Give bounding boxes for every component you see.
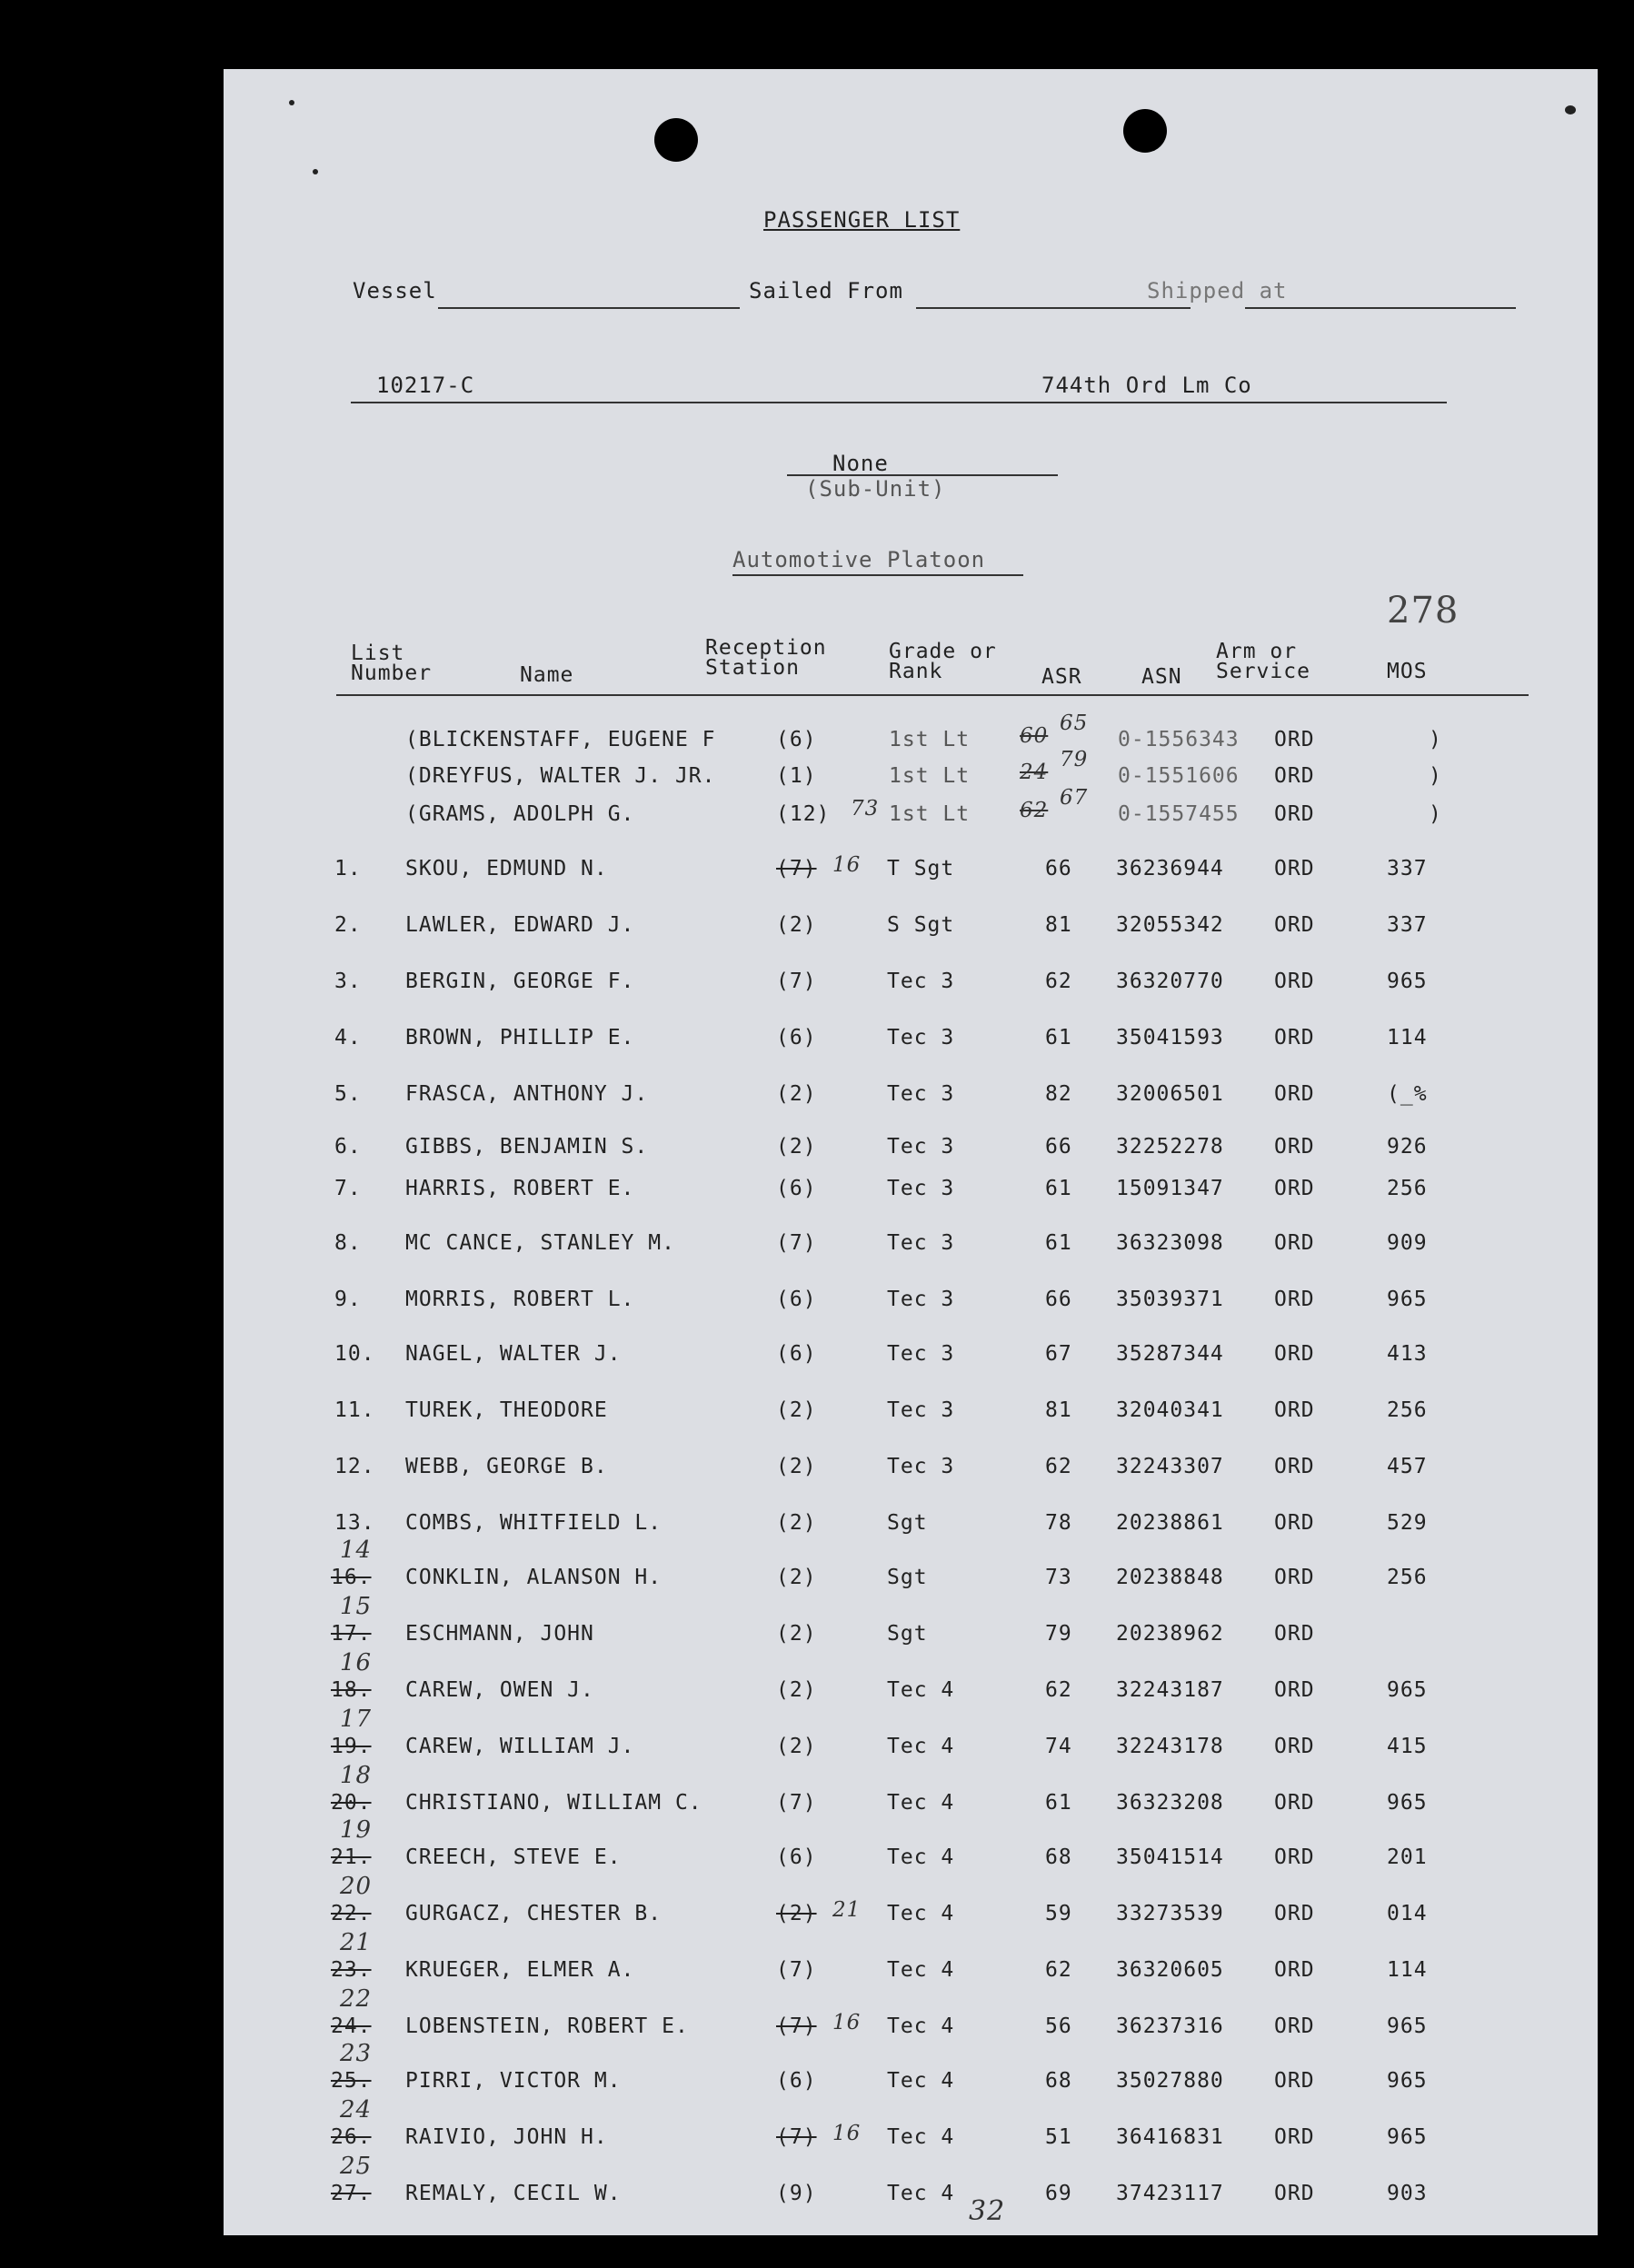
arm: ORD bbox=[1274, 1231, 1315, 1255]
asn: 36323098 bbox=[1116, 1231, 1224, 1255]
grade: Tec 4 bbox=[887, 1958, 955, 1982]
list-number-note: 18 bbox=[340, 1762, 373, 1789]
soldier-name: CAREW, OWEN J. bbox=[405, 1678, 594, 1702]
asn: 32243307 bbox=[1116, 1455, 1224, 1478]
reception-station: (7) bbox=[776, 1958, 817, 1982]
reception-station: (6) bbox=[776, 1288, 817, 1311]
asr: 81 bbox=[1045, 913, 1072, 937]
grade: Tec 3 bbox=[887, 1231, 955, 1255]
asn: 35041593 bbox=[1116, 1026, 1224, 1049]
sub-unit-value: None bbox=[832, 451, 889, 476]
officer-name: (BLICKENSTAFF, EUGENE F bbox=[405, 728, 716, 751]
grade: Tec 4 bbox=[887, 1791, 955, 1815]
arm: ORD bbox=[1274, 1455, 1315, 1478]
grade: Tec 3 bbox=[887, 1082, 955, 1106]
asn: 37423117 bbox=[1116, 2182, 1224, 2205]
arm: ORD bbox=[1274, 802, 1315, 826]
arm: ORD bbox=[1274, 1678, 1315, 1702]
mos: ) bbox=[1429, 802, 1442, 826]
speck bbox=[289, 100, 294, 105]
arm: ORD bbox=[1274, 2014, 1315, 2038]
category: Automotive Platoon bbox=[732, 547, 986, 572]
grade: 1st Lt bbox=[889, 728, 971, 751]
soldier-name: SKOU, EDMUND N. bbox=[405, 857, 608, 880]
shipment-line bbox=[351, 402, 1447, 403]
asr: 51 bbox=[1045, 2125, 1072, 2149]
arm: ORD bbox=[1274, 1342, 1315, 1366]
mos: 965 bbox=[1387, 970, 1428, 993]
arm: ORD bbox=[1274, 1566, 1315, 1589]
col-grade: Grade or Rank bbox=[889, 640, 997, 683]
asr: 65 bbox=[1060, 711, 1089, 735]
col-reception: Reception Station bbox=[705, 636, 827, 680]
arm: ORD bbox=[1274, 857, 1315, 880]
grade: Tec 4 bbox=[887, 1845, 955, 1869]
col-asr: ASR bbox=[1041, 665, 1082, 689]
asr: 73 bbox=[1045, 1566, 1072, 1589]
asn: 0-1557455 bbox=[1118, 802, 1240, 826]
list-number: 25. bbox=[331, 2069, 372, 2093]
mos: 201 bbox=[1387, 1845, 1428, 1869]
page-number: 278 bbox=[1387, 590, 1460, 632]
mos: 529 bbox=[1387, 1511, 1428, 1535]
asr: 56 bbox=[1045, 2014, 1072, 2038]
grade: Tec 3 bbox=[887, 1455, 955, 1478]
grade: Tec 4 bbox=[887, 2014, 955, 2038]
destination-line bbox=[1245, 307, 1516, 309]
grade: Tec 4 bbox=[887, 2125, 955, 2149]
grade: Tec 4 bbox=[887, 1902, 955, 1925]
soldier-name: CREECH, STEVE E. bbox=[405, 1845, 622, 1869]
mos: (_% bbox=[1387, 1082, 1428, 1106]
mos: 457 bbox=[1387, 1455, 1428, 1478]
arm: ORD bbox=[1274, 1958, 1315, 1982]
asn: 0-1556343 bbox=[1118, 728, 1240, 751]
soldier-name: GURGACZ, CHESTER B. bbox=[405, 1902, 663, 1925]
list-number-note: 21 bbox=[340, 1929, 373, 1956]
soldier-name: GIBBS, BENJAMIN S. bbox=[405, 1135, 649, 1159]
list-number: 8. bbox=[334, 1231, 362, 1255]
mos: 965 bbox=[1387, 2014, 1428, 2038]
soldier-name: LOBENSTEIN, ROBERT E. bbox=[405, 2014, 689, 2038]
asr: 61 bbox=[1045, 1177, 1072, 1200]
grade: T Sgt bbox=[887, 857, 955, 880]
reception-station: (2) bbox=[776, 1902, 817, 1925]
reception-station: (6) bbox=[776, 1342, 817, 1366]
footer-note: 32 bbox=[969, 2195, 1006, 2227]
asn: 36236944 bbox=[1116, 857, 1224, 880]
reception-station: (7) bbox=[776, 1791, 817, 1815]
reception-station: (7) bbox=[776, 970, 817, 993]
passenger-list-page bbox=[224, 69, 1598, 2235]
list-number: 19. bbox=[331, 1735, 372, 1758]
asr: 69 bbox=[1045, 2182, 1072, 2205]
reception-station: (6) bbox=[776, 2069, 817, 2093]
list-number: 18. bbox=[331, 1678, 372, 1702]
arm: ORD bbox=[1274, 1845, 1315, 1869]
asr: 62 bbox=[1045, 970, 1072, 993]
asn: 35287344 bbox=[1116, 1342, 1224, 1366]
asr: 79 bbox=[1060, 748, 1089, 771]
station-note: 73 bbox=[851, 797, 880, 821]
asr: 68 bbox=[1045, 1845, 1072, 1869]
reception-station: (6) bbox=[776, 1177, 817, 1200]
asn: 36320605 bbox=[1116, 1958, 1224, 1982]
mos: 415 bbox=[1387, 1735, 1428, 1758]
list-number: 16. bbox=[331, 1566, 372, 1589]
reception-station: (7) bbox=[776, 857, 817, 880]
asn: 35039371 bbox=[1116, 1288, 1224, 1311]
soldier-name: COMBS, WHITFIELD L. bbox=[405, 1511, 663, 1535]
arm: ORD bbox=[1274, 913, 1315, 937]
list-number: 13. bbox=[334, 1511, 375, 1535]
asr: 62 bbox=[1045, 1678, 1072, 1702]
list-number-note: 22 bbox=[340, 1985, 373, 2013]
soldier-name: BERGIN, GEORGE F. bbox=[405, 970, 635, 993]
grade: Tec 3 bbox=[887, 970, 955, 993]
shipment-number: 10217-C bbox=[376, 373, 475, 398]
asr: 68 bbox=[1045, 2069, 1072, 2093]
asn: 15091347 bbox=[1116, 1177, 1224, 1200]
list-number: 24. bbox=[331, 2014, 372, 2038]
asr-note: 24 bbox=[1020, 761, 1049, 784]
grade: Sgt bbox=[887, 1566, 928, 1589]
arm: ORD bbox=[1274, 1398, 1315, 1422]
list-number: 26. bbox=[331, 2125, 372, 2149]
vessel-label: Vessel bbox=[353, 278, 437, 303]
arm: ORD bbox=[1274, 970, 1315, 993]
arm: ORD bbox=[1274, 2125, 1315, 2149]
grade: Tec 4 bbox=[887, 1735, 955, 1758]
reception-station: (2) bbox=[776, 1398, 817, 1422]
mos: ) bbox=[1429, 764, 1442, 788]
grade: Sgt bbox=[887, 1511, 928, 1535]
asr: 67 bbox=[1045, 1342, 1072, 1366]
mos: 965 bbox=[1387, 2069, 1428, 2093]
soldier-name: REMALY, CECIL W. bbox=[405, 2182, 622, 2205]
asn: 32243178 bbox=[1116, 1735, 1224, 1758]
asn: 20238962 bbox=[1116, 1622, 1224, 1646]
reception-station: (2) bbox=[776, 1455, 817, 1478]
soldier-name: CHRISTIANO, WILLIAM C. bbox=[405, 1791, 702, 1815]
arm: ORD bbox=[1274, 764, 1315, 788]
list-number: 1. bbox=[334, 857, 362, 880]
punch-hole-right bbox=[1123, 109, 1167, 153]
list-number-note: 23 bbox=[340, 2040, 373, 2067]
station-note: 16 bbox=[832, 853, 862, 877]
arm: ORD bbox=[1274, 1902, 1315, 1925]
grade: Tec 3 bbox=[887, 1177, 955, 1200]
asr: 62 bbox=[1045, 1455, 1072, 1478]
soldier-name: CAREW, WILLIAM J. bbox=[405, 1735, 635, 1758]
soldier-name: MORRIS, ROBERT L. bbox=[405, 1288, 635, 1311]
destination-label: Shipped at bbox=[1147, 278, 1288, 303]
asr-note: 62 bbox=[1020, 799, 1049, 822]
asr: 61 bbox=[1045, 1791, 1072, 1815]
reception-station: (2) bbox=[776, 1735, 817, 1758]
soldier-name: HARRIS, ROBERT E. bbox=[405, 1177, 635, 1200]
asn: 36320770 bbox=[1116, 970, 1224, 993]
asn: 32006501 bbox=[1116, 1082, 1224, 1106]
asr: 61 bbox=[1045, 1231, 1072, 1255]
soldier-name: NAGEL, WALTER J. bbox=[405, 1342, 622, 1366]
list-number-note: 24 bbox=[340, 2096, 373, 2124]
soldier-name: ESCHMANN, JOHN bbox=[405, 1622, 594, 1646]
punch-hole-left bbox=[654, 118, 698, 162]
officer-name: (DREYFUS, WALTER J. JR. bbox=[405, 764, 716, 788]
asr: 78 bbox=[1045, 1511, 1072, 1535]
col-name: Name bbox=[520, 663, 574, 687]
asr: 67 bbox=[1060, 786, 1089, 810]
reception-station: (9) bbox=[776, 2182, 817, 2205]
soldier-name: RAIVIO, JOHN H. bbox=[405, 2125, 608, 2149]
station-note: 16 bbox=[832, 2122, 862, 2145]
grade: Tec 3 bbox=[887, 1342, 955, 1366]
grade: S Sgt bbox=[887, 913, 955, 937]
reception-station: (2) bbox=[776, 1511, 817, 1535]
reception-station: (2) bbox=[776, 1678, 817, 1702]
asr: 62 bbox=[1045, 1958, 1072, 1982]
asn: 35041514 bbox=[1116, 1845, 1224, 1869]
list-number: 22. bbox=[331, 1902, 372, 1925]
header-rule bbox=[336, 694, 1529, 696]
list-number: 17. bbox=[331, 1622, 372, 1646]
mos: 926 bbox=[1387, 1135, 1428, 1159]
list-number-note: 15 bbox=[340, 1593, 373, 1620]
asr: 66 bbox=[1045, 857, 1072, 880]
sub-unit-label: (Sub-Unit) bbox=[805, 476, 946, 502]
mos: 256 bbox=[1387, 1177, 1428, 1200]
asn: 36323208 bbox=[1116, 1791, 1224, 1815]
list-number: 11. bbox=[334, 1398, 375, 1422]
list-number: 5. bbox=[334, 1082, 362, 1106]
asr: 61 bbox=[1045, 1026, 1072, 1049]
mos: 256 bbox=[1387, 1398, 1428, 1422]
reception-station: (7) bbox=[776, 2014, 817, 2038]
reception-station: (2) bbox=[776, 913, 817, 937]
mos: 965 bbox=[1387, 2125, 1428, 2149]
grade: Tec 4 bbox=[887, 2069, 955, 2093]
grade: Sgt bbox=[887, 1622, 928, 1646]
col-mos: MOS bbox=[1387, 660, 1428, 683]
asr: 82 bbox=[1045, 1082, 1072, 1106]
arm: ORD bbox=[1274, 1177, 1315, 1200]
mos: 965 bbox=[1387, 1791, 1428, 1815]
mos: 014 bbox=[1387, 1902, 1428, 1925]
asn: 35027880 bbox=[1116, 2069, 1224, 2093]
list-number-note: 19 bbox=[340, 1816, 373, 1844]
reception-station: (7) bbox=[776, 2125, 817, 2149]
list-number-note: 16 bbox=[340, 1649, 373, 1676]
speck bbox=[313, 169, 318, 174]
grade: Tec 4 bbox=[887, 2182, 955, 2205]
list-number: 4. bbox=[334, 1026, 362, 1049]
reception-station: (1) bbox=[776, 764, 817, 788]
arm: ORD bbox=[1274, 1791, 1315, 1815]
reception-station: (2) bbox=[776, 1135, 817, 1159]
arm: ORD bbox=[1274, 1135, 1315, 1159]
asr: 79 bbox=[1045, 1622, 1072, 1646]
arm: ORD bbox=[1274, 2182, 1315, 2205]
list-number: 7. bbox=[334, 1177, 362, 1200]
sailed-from-label: Sailed From bbox=[749, 278, 903, 303]
reception-station: (7) bbox=[776, 1231, 817, 1255]
arm: ORD bbox=[1274, 2069, 1315, 2093]
list-number: 27. bbox=[331, 2182, 372, 2205]
speck bbox=[1565, 105, 1576, 114]
sailed-from-line bbox=[916, 307, 1191, 309]
soldier-name: BROWN, PHILLIP E. bbox=[405, 1026, 635, 1049]
asn: 20238848 bbox=[1116, 1566, 1224, 1589]
arm: ORD bbox=[1274, 1026, 1315, 1049]
mos: 965 bbox=[1387, 1288, 1428, 1311]
soldier-name: LAWLER, EDWARD J. bbox=[405, 913, 635, 937]
asn: 33273539 bbox=[1116, 1902, 1224, 1925]
station-note: 21 bbox=[832, 1898, 862, 1922]
asr: 81 bbox=[1045, 1398, 1072, 1422]
asr: 66 bbox=[1045, 1288, 1072, 1311]
asr-note: 60 bbox=[1020, 724, 1049, 748]
grade: Tec 4 bbox=[887, 1678, 955, 1702]
col-asn: ASN bbox=[1141, 665, 1182, 689]
list-number: 23. bbox=[331, 1958, 372, 1982]
asn: 36237316 bbox=[1116, 2014, 1224, 2038]
grade: Tec 3 bbox=[887, 1135, 955, 1159]
list-number-note: 14 bbox=[340, 1537, 373, 1564]
mos: 413 bbox=[1387, 1342, 1428, 1366]
reception-station: (12) bbox=[776, 802, 831, 826]
list-number: 2. bbox=[334, 913, 362, 937]
mos: 256 bbox=[1387, 1566, 1428, 1589]
list-number: 3. bbox=[334, 970, 362, 993]
mos: 337 bbox=[1387, 913, 1428, 937]
asn: 32055342 bbox=[1116, 913, 1224, 937]
soldier-name: TUREK, THEODORE bbox=[405, 1398, 608, 1422]
arm: ORD bbox=[1274, 1735, 1315, 1758]
asn: 32252278 bbox=[1116, 1135, 1224, 1159]
asn: 36416831 bbox=[1116, 2125, 1224, 2149]
asn: 32040341 bbox=[1116, 1398, 1224, 1422]
arm: ORD bbox=[1274, 1082, 1315, 1106]
soldier-name: CONKLIN, ALANSON H. bbox=[405, 1566, 663, 1589]
reception-station: (2) bbox=[776, 1566, 817, 1589]
vessel-line bbox=[438, 307, 740, 309]
reception-station: (6) bbox=[776, 1845, 817, 1869]
mos: 965 bbox=[1387, 1678, 1428, 1702]
soldier-name: WEBB, GEORGE B. bbox=[405, 1455, 608, 1478]
col-list-number: List Number bbox=[351, 642, 433, 685]
station-note: 16 bbox=[832, 2011, 862, 2034]
list-number: 9. bbox=[334, 1288, 362, 1311]
arm: ORD bbox=[1274, 1511, 1315, 1535]
arm: ORD bbox=[1274, 728, 1315, 751]
mos: 337 bbox=[1387, 857, 1428, 880]
category-line bbox=[732, 574, 1023, 576]
page-title: PASSENGER LIST bbox=[763, 207, 961, 233]
soldier-name: MC CANCE, STANLEY M. bbox=[405, 1231, 675, 1255]
mos: 903 bbox=[1387, 2182, 1428, 2205]
reception-station: (6) bbox=[776, 1026, 817, 1049]
soldier-name: KRUEGER, ELMER A. bbox=[405, 1958, 635, 1982]
officer-name: (GRAMS, ADOLPH G. bbox=[405, 802, 635, 826]
mos: ) bbox=[1429, 728, 1442, 751]
asn: 0-1551606 bbox=[1118, 764, 1240, 788]
list-number: 10. bbox=[334, 1342, 375, 1366]
list-number-note: 25 bbox=[340, 2153, 373, 2180]
reception-station: (2) bbox=[776, 1082, 817, 1106]
asn: 32243187 bbox=[1116, 1678, 1224, 1702]
mos: 114 bbox=[1387, 1026, 1428, 1049]
list-number: 6. bbox=[334, 1135, 362, 1159]
col-arm: Arm or Service bbox=[1216, 640, 1310, 683]
mos: 909 bbox=[1387, 1231, 1428, 1255]
grade: Tec 3 bbox=[887, 1026, 955, 1049]
list-number-note: 20 bbox=[340, 1873, 373, 1900]
arm: ORD bbox=[1274, 1622, 1315, 1646]
grade: 1st Lt bbox=[889, 802, 971, 826]
asr: 66 bbox=[1045, 1135, 1072, 1159]
list-number-note: 17 bbox=[340, 1706, 373, 1733]
asr: 74 bbox=[1045, 1735, 1072, 1758]
asr: 59 bbox=[1045, 1902, 1072, 1925]
arm: ORD bbox=[1274, 1288, 1315, 1311]
grade: Tec 3 bbox=[887, 1398, 955, 1422]
soldier-name: PIRRI, VICTOR M. bbox=[405, 2069, 622, 2093]
grade: Tec 3 bbox=[887, 1288, 955, 1311]
soldier-name: FRASCA, ANTHONY J. bbox=[405, 1082, 649, 1106]
list-number: 12. bbox=[334, 1455, 375, 1478]
asn: 20238861 bbox=[1116, 1511, 1224, 1535]
mos: 114 bbox=[1387, 1958, 1428, 1982]
reception-station: (6) bbox=[776, 728, 817, 751]
reception-station: (2) bbox=[776, 1622, 817, 1646]
list-number: 20. bbox=[331, 1791, 372, 1815]
list-number: 21. bbox=[331, 1845, 372, 1869]
grade: 1st Lt bbox=[889, 764, 971, 788]
unit-name: 744th Ord Lm Co bbox=[1041, 373, 1252, 398]
